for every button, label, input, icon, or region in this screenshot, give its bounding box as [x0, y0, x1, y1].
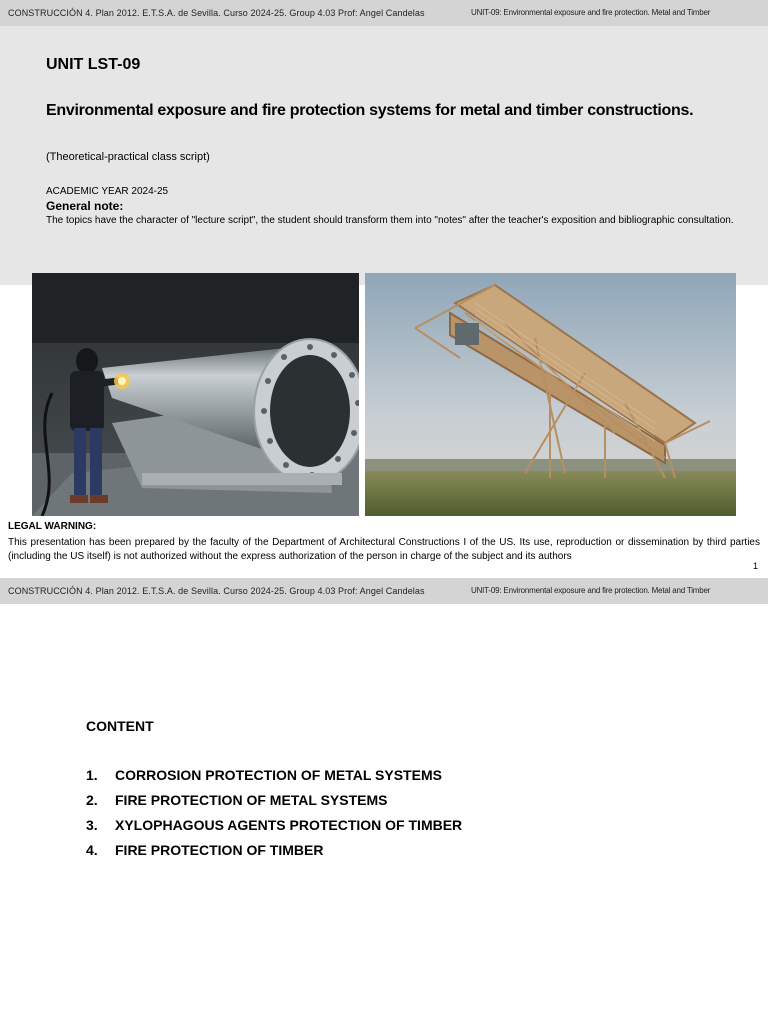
steel-tube-photo	[32, 273, 359, 516]
toc-item	[86, 816, 462, 841]
unit-code: UNIT LST-09	[46, 56, 141, 73]
slide-title: Environmental exposure and fire protection systems for metal and timber constructions.	[46, 102, 694, 119]
general-note-text: The topics have the character of "lecture script", the student should transform them into "notes" after the teacher's exposition and bibliographic consultation.	[46, 215, 734, 226]
toc-item	[86, 791, 462, 816]
header-course-text: CONSTRUCCIÓN 4. Plan 2012. E.T.S.A. de Sevilla. Curso 2024-25. Group 4.03 Prof: Angel Candelas	[8, 586, 425, 596]
academic-year: ACADEMIC YEAR 2024-25	[46, 186, 169, 197]
toc-item	[86, 841, 462, 866]
legal-warning-label: LEGAL WARNING:	[8, 521, 97, 532]
toc-item-number: 3.	[86, 817, 98, 833]
table-of-contents	[86, 766, 462, 866]
toc-item-number: 4.	[86, 842, 98, 858]
toc-item-label: FIRE PROTECTION OF METAL SYSTEMS	[115, 792, 388, 808]
toc-item-label: XYLOPHAGOUS AGENTS PROTECTION OF TIMBER	[115, 817, 463, 833]
legal-warning-text: This presentation has been prepared by the faculty of the Department of Architectural Constructions I of the US. Its use, reproduction or dissemination by third parties (including the US itself) is not authorized without the express authorization of the person in charge of the subject and its authors	[8, 537, 760, 562]
toc-item-number: 1.	[86, 767, 98, 783]
toc-item-label: FIRE PROTECTION OF TIMBER	[115, 842, 324, 858]
general-note-label: General note:	[46, 199, 124, 213]
toc-item-label: CORROSION PROTECTION OF METAL SYSTEMS	[115, 767, 442, 783]
content-heading: CONTENT	[86, 718, 154, 734]
header-unit-text: UNIT-09: Environmental exposure and fire protection. Metal and Timber	[471, 586, 711, 595]
header-unit-text: UNIT-09: Environmental exposure and fire protection. Metal and Timber	[471, 8, 711, 17]
timber-tower-photo	[365, 273, 736, 516]
toc-item	[86, 766, 462, 791]
header-course-text: CONSTRUCCIÓN 4. Plan 2012. E.T.S.A. de Sevilla. Curso 2024-25. Group 4.03 Prof: Angel Candelas	[8, 8, 425, 18]
slide-header	[0, 0, 768, 26]
toc-item-number: 2.	[86, 792, 98, 808]
slide-subtitle: (Theoretical-practical class script)	[46, 151, 210, 163]
slide-header-2	[0, 578, 768, 604]
page-number: 1	[753, 561, 759, 571]
